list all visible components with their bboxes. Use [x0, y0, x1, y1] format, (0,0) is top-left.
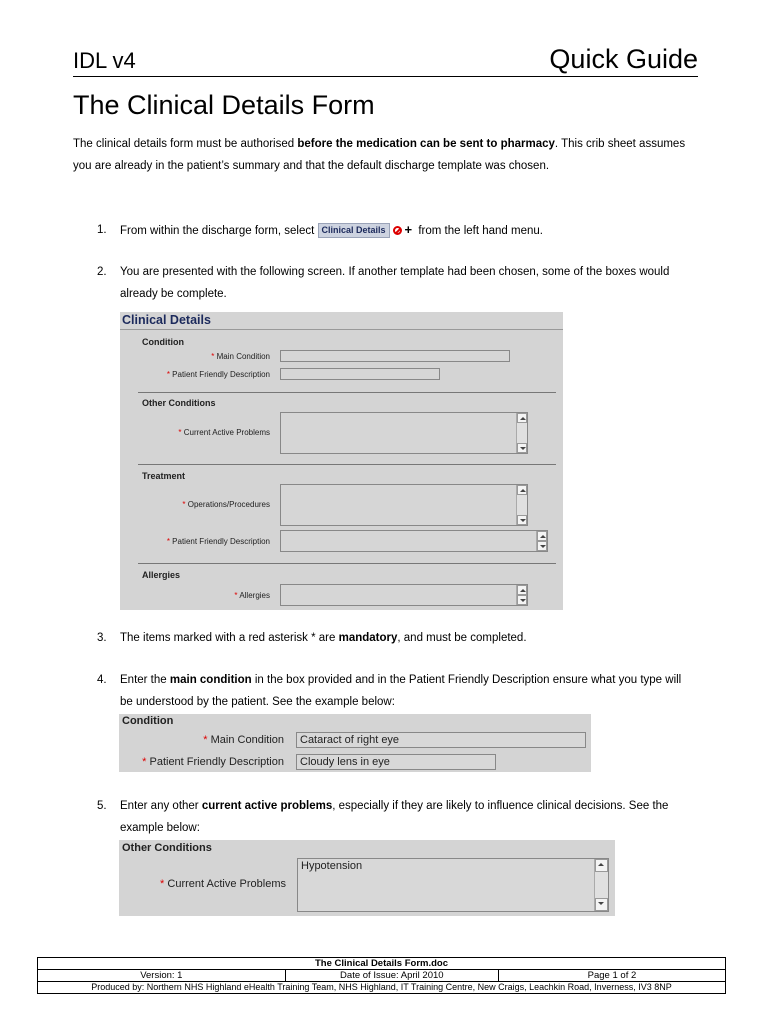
condition-example-panel [119, 714, 591, 772]
section-other-conditions: Other Conditions [142, 398, 216, 408]
label-text: Current Active Problems [167, 878, 286, 890]
form-title: Clinical Details [122, 313, 211, 327]
example-active-textarea[interactable] [297, 858, 609, 912]
example-active-label [119, 878, 286, 890]
step-3 [97, 627, 697, 649]
asterisk: * [160, 878, 165, 890]
divider [138, 464, 556, 465]
footer-version: Version: 1 [38, 970, 286, 982]
scroll-down-icon[interactable] [517, 595, 527, 605]
step-5-post: , especially if they are likely to influence clinical decisions. See the example below: [120, 800, 669, 834]
label-text: Main Condition [210, 734, 284, 746]
scrollbar[interactable] [594, 859, 608, 911]
plus-icon: + [404, 222, 413, 237]
step-2 [97, 261, 697, 305]
asterisk: * [234, 591, 238, 600]
step-text [120, 627, 700, 649]
intro-paragraph [73, 133, 698, 177]
step-text [120, 795, 700, 839]
scroll-up-icon[interactable] [595, 859, 608, 872]
section-treatment: Treatment [142, 471, 186, 481]
footer-date: Date of Issue: April 2010 [285, 970, 498, 982]
header-right: Quick Guide [549, 44, 698, 74]
step-4-post: in the box provided and in the Patient Friendly Description ensure what you type will be understood by the patient. See the example below: [120, 674, 682, 708]
label-text: Patient Friendly Description [172, 537, 270, 546]
divider [138, 392, 556, 393]
step-4-bold: main condition [169, 674, 252, 686]
step-5 [97, 795, 707, 839]
label-text: Current Active Problems [183, 428, 270, 437]
asterisk: * [142, 756, 147, 768]
page-title: The Clinical Details Form [73, 90, 375, 120]
step-1 [97, 219, 697, 241]
section-condition: Condition [142, 337, 184, 347]
divider [120, 329, 563, 330]
no-entry-icon [393, 226, 402, 235]
operations-textarea[interactable] [280, 484, 528, 526]
current-active-label [120, 428, 270, 437]
scrollbar[interactable] [536, 531, 547, 551]
asterisk: * [178, 428, 182, 437]
step-1-post: from the left hand menu. [415, 225, 543, 237]
label-text: Patient Friendly Description [172, 370, 270, 379]
intro-bold: before the medication can be sent to pharmacy [297, 138, 555, 150]
header-rule [73, 76, 698, 77]
scrollbar[interactable] [516, 585, 527, 605]
footer-doc-name: The Clinical Details Form.doc [38, 958, 726, 970]
step-number: 5. [97, 800, 107, 812]
step-4 [97, 669, 697, 713]
scroll-up-icon[interactable] [537, 531, 547, 541]
scroll-up-icon[interactable] [517, 585, 527, 595]
clinical-details-menu-button[interactable]: Clinical Details [318, 223, 390, 238]
clinical-details-form [120, 312, 563, 610]
scrollbar[interactable] [516, 485, 527, 525]
patient-friendly-label [120, 370, 270, 379]
patient-friendly-input[interactable] [280, 368, 440, 380]
example-section-title: Condition [122, 715, 174, 727]
step-number: 3. [97, 632, 107, 644]
main-condition-input[interactable] [280, 350, 510, 362]
step-3-bold: mandatory [338, 632, 398, 644]
patient-friendly-2-textarea[interactable] [280, 530, 548, 552]
footer-page: Page 1 of 2 [498, 970, 725, 982]
main-condition-label [120, 352, 270, 361]
step-text: You are presented with the following screen. If another template had been chosen, some of the boxes would already be complete. [120, 266, 670, 300]
scroll-down-icon[interactable] [537, 541, 547, 551]
header-left: IDL v4 [73, 48, 136, 73]
step-5-pre: Enter any other [120, 800, 202, 812]
step-1-pre: From within the discharge form, select [120, 225, 318, 237]
example-active-value: Hypotension [301, 860, 363, 872]
divider [138, 563, 556, 564]
label-text: Patient Friendly Description [149, 756, 284, 768]
scroll-down-icon[interactable] [595, 898, 608, 911]
step-3-pre: The items marked with a red asterisk * are [120, 632, 339, 644]
patient-friendly-2-label [120, 537, 270, 546]
step-number: 1. [97, 224, 107, 236]
example-main-label [119, 734, 284, 746]
example-friendly-input[interactable]: Cloudy lens in eye [296, 754, 496, 770]
footer-table [37, 957, 726, 994]
label-text: Allergies [239, 591, 270, 600]
intro-pre: The clinical details form must be authorised [73, 138, 298, 150]
example-main-input[interactable]: Cataract of right eye [296, 732, 586, 748]
other-conditions-example-panel [119, 840, 615, 916]
footer-produced: Produced by: Northern NHS Highland eHealth Training Team, NHS Highland, IT Training Centre, New Craigs, Leachkin Road, Inverness, IV3 8NP [38, 982, 726, 994]
intro-post: . This crib sheet assumes you are already in the patient’s summary and that the default discharge template was chosen. [73, 138, 686, 172]
scroll-down-icon[interactable] [517, 515, 527, 525]
asterisk: * [166, 370, 170, 379]
section-allergies: Allergies [142, 570, 181, 580]
step-5-bold: current active problems [201, 800, 333, 812]
scrollbar[interactable] [516, 413, 527, 453]
example-friendly-label [119, 756, 284, 768]
operations-label [120, 500, 270, 509]
scroll-up-icon[interactable] [517, 413, 527, 423]
label-text: Operations/Procedures [187, 500, 270, 509]
step-text [120, 219, 700, 242]
scroll-down-icon[interactable] [517, 443, 527, 453]
allergies-textarea[interactable] [280, 584, 528, 606]
allergies-label [120, 591, 270, 600]
step-number: 4. [97, 674, 107, 686]
current-active-textarea[interactable] [280, 412, 528, 454]
step-text [120, 669, 685, 713]
asterisk: * [182, 500, 186, 509]
asterisk: * [166, 537, 170, 546]
asterisk: * [211, 352, 215, 361]
step-3-post: , and must be completed. [397, 632, 527, 644]
label-text: Main Condition [216, 352, 270, 361]
scroll-up-icon[interactable] [517, 485, 527, 495]
step-4-pre: Enter the [120, 674, 170, 686]
asterisk: * [203, 734, 208, 746]
step-number: 2. [97, 266, 107, 278]
example-section-title: Other Conditions [122, 842, 212, 854]
